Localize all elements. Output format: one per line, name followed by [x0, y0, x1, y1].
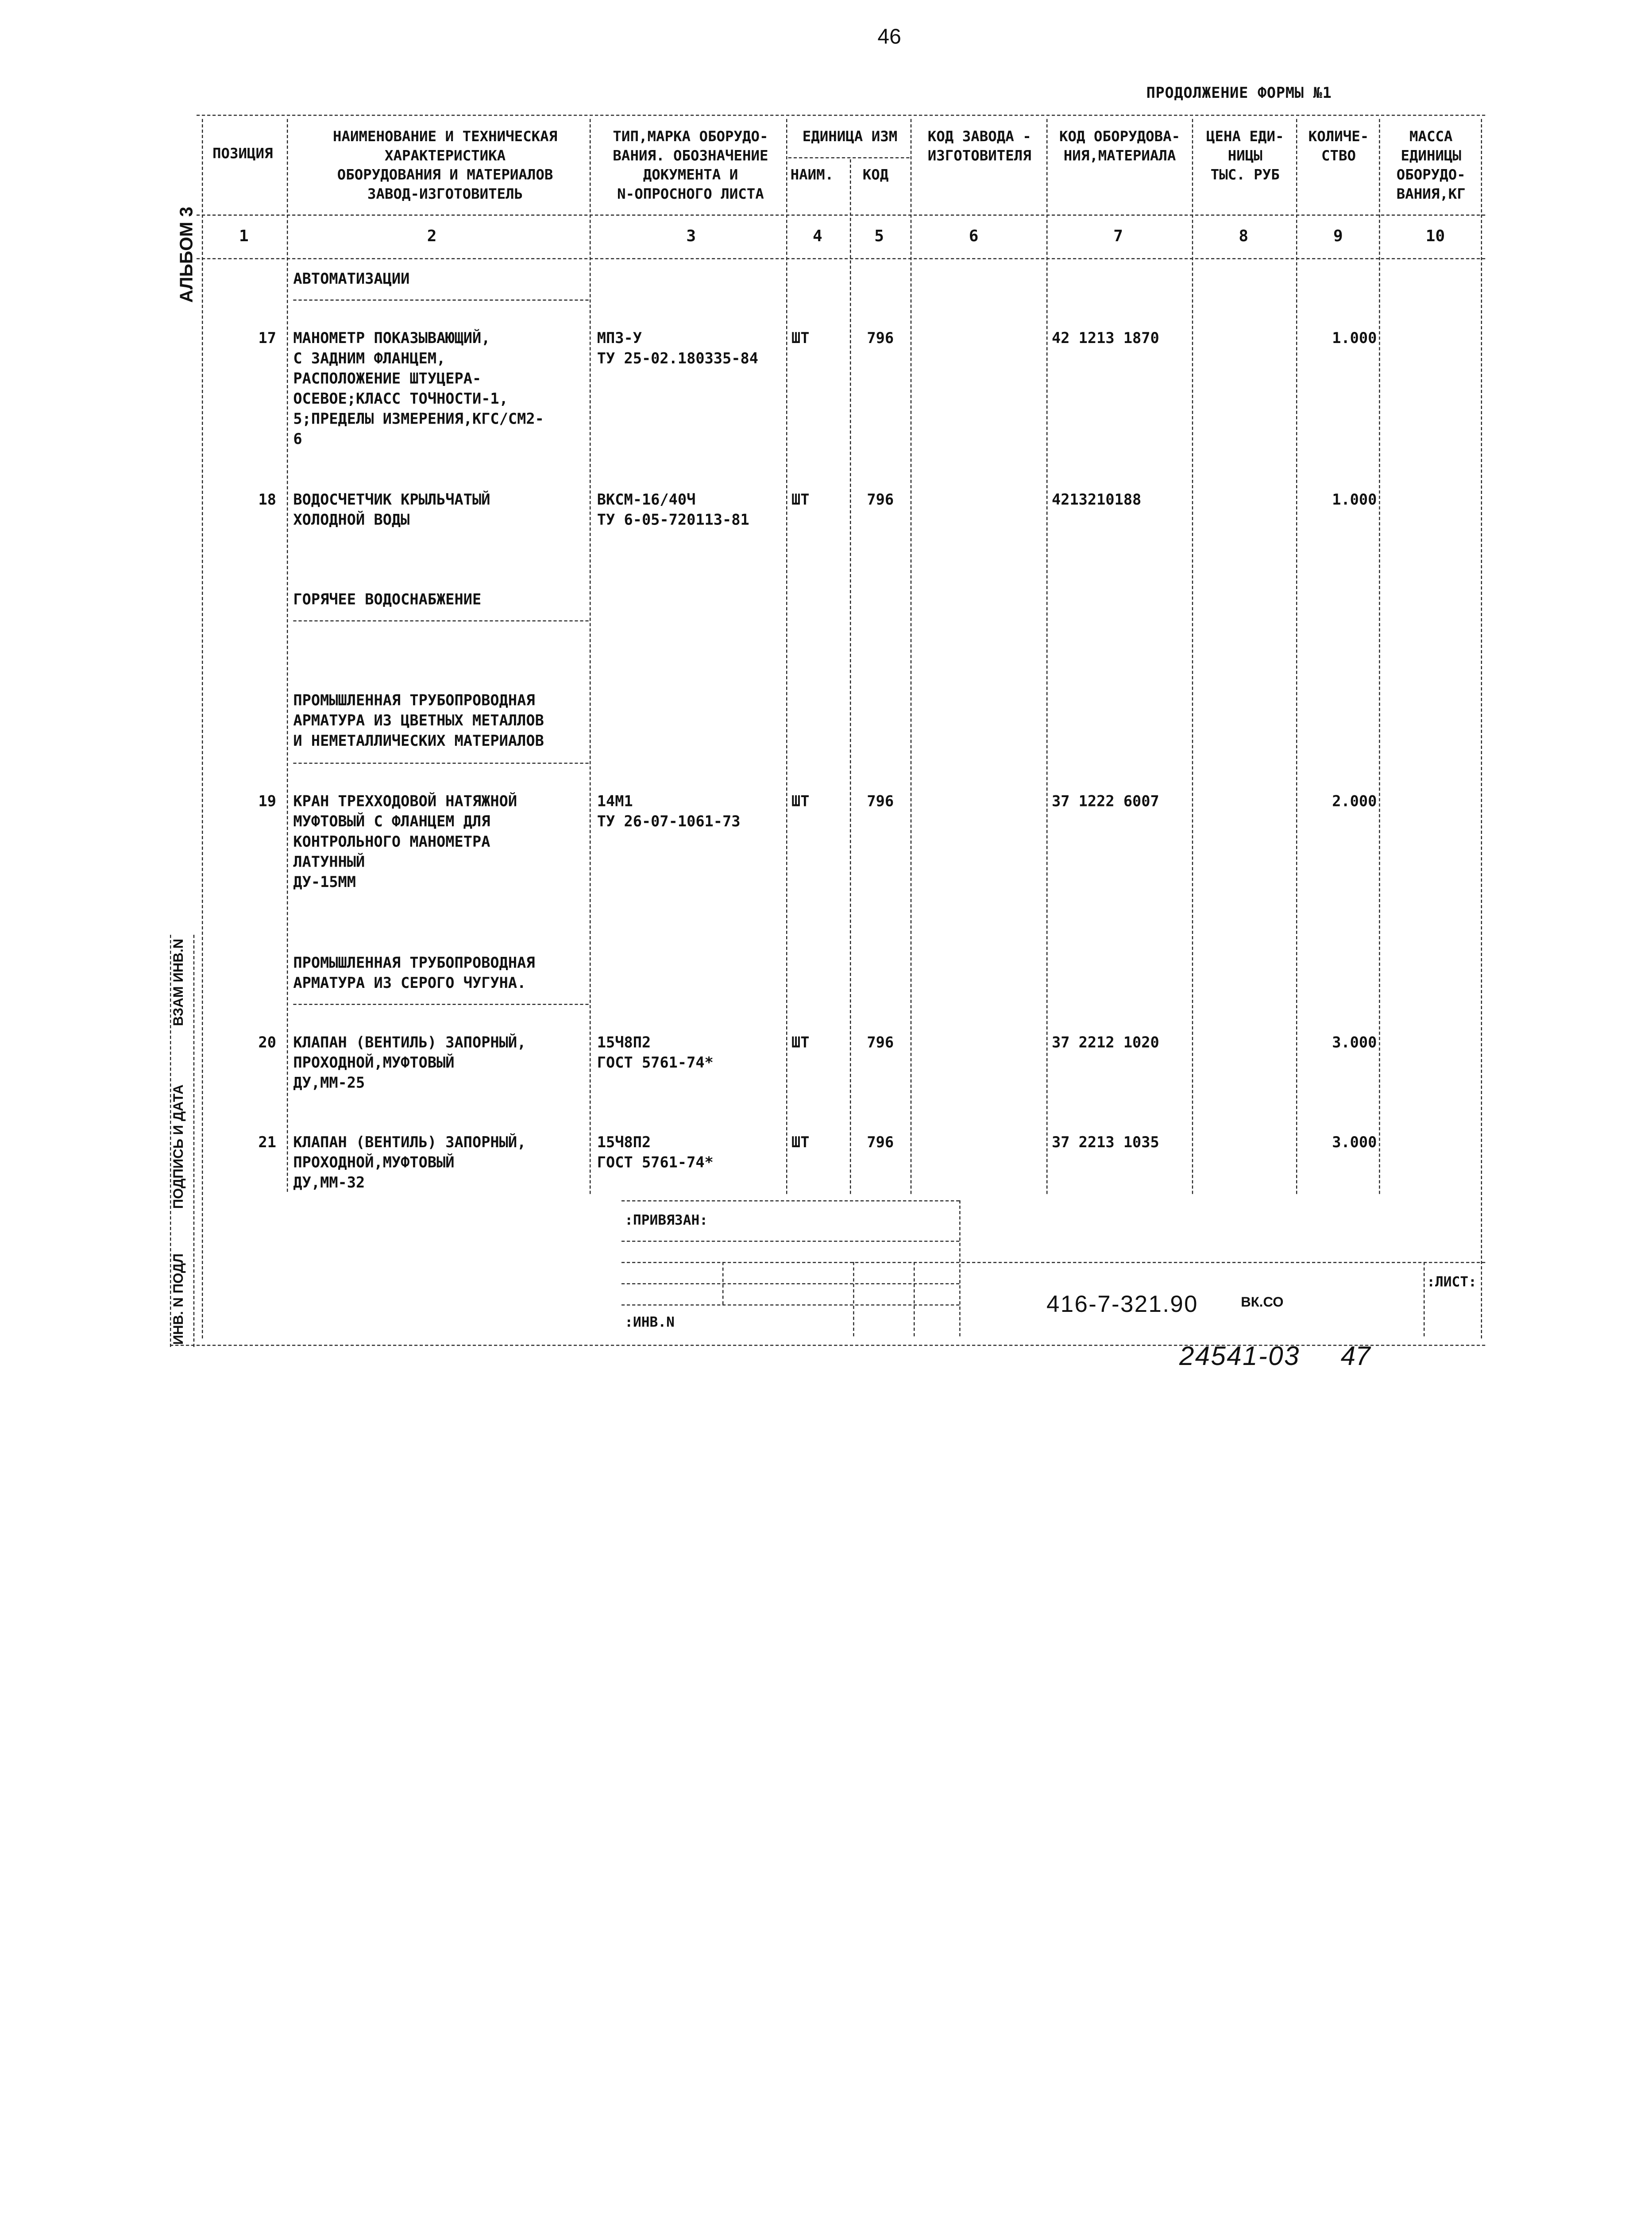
- col-sep: [1046, 119, 1047, 1194]
- header-name-1: НАИМЕНОВАНИЕ И ТЕХНИЧЕСКАЯ: [332, 128, 558, 146]
- header-unit-code: КОД: [862, 166, 889, 184]
- row-20-pos: 20: [258, 1034, 276, 1052]
- row-18-unit: ШТ: [791, 492, 810, 509]
- row-19-name-3: КОНТРОЛЬНОГО МАНОМЕТРА: [293, 834, 490, 851]
- row-19-qty: 2.000: [1332, 793, 1377, 811]
- row-17-pos: 17: [258, 330, 276, 347]
- header-mass-3: ОБОРУДО-: [1396, 166, 1466, 184]
- row-20-equip-code: 37 2212 1020: [1052, 1034, 1159, 1052]
- header-plant-1: КОД ЗАВОДА -: [927, 128, 1031, 146]
- col-sep: [590, 119, 591, 1194]
- continuation-title: ПРОДОЛЖЕНИЕ ФОРМЫ №1: [1146, 85, 1332, 102]
- colnum-3: 3: [686, 226, 696, 246]
- col-sep: [1379, 119, 1380, 1194]
- row-19-unit: ШТ: [791, 793, 810, 811]
- header-price-1: ЦЕНА ЕДИ-: [1206, 128, 1284, 146]
- col-sep: [1296, 119, 1297, 1194]
- row-18-doc: ТУ 6-05-720113-81: [597, 512, 749, 529]
- row-20-name-1: КЛАПАН (ВЕНТИЛЬ) ЗАПОРНЫЙ,: [293, 1034, 526, 1052]
- bottom-sheet-number: 47: [1340, 1342, 1370, 1372]
- margin-vzam: ВЗАМ ИНВ.N: [170, 938, 186, 1026]
- row-20-unit: ШТ: [791, 1034, 810, 1052]
- row-21-qty: 3.000: [1332, 1134, 1377, 1152]
- stamp-rule: [621, 1262, 1485, 1263]
- row-17-unit: ШТ: [791, 330, 810, 347]
- sheet-label: :ЛИСТ:: [1427, 1275, 1477, 1291]
- row-17-doc: ТУ 25-02.180335-84: [597, 351, 758, 368]
- section-title-line: ПРОМЫШЛЕННАЯ ТРУБОПРОВОДНАЯ: [293, 692, 535, 710]
- document-code: 416-7-321.90: [1046, 1291, 1198, 1317]
- stamp-sep: [722, 1262, 723, 1304]
- col-sep: [786, 119, 787, 1194]
- col-sep: [850, 159, 851, 1194]
- margin-inv-podl: ИНВ. N ПОДЛ: [170, 1253, 186, 1345]
- header-unit: ЕДИНИЦА ИЗМ: [802, 128, 898, 146]
- row-21-name-1: КЛАПАН (ВЕНТИЛЬ) ЗАПОРНЫЙ,: [293, 1134, 526, 1152]
- row-17-name-3: РАСПОЛОЖЕНИЕ ШТУЦЕРА-: [293, 370, 482, 388]
- col-sep: [287, 119, 288, 1192]
- row-17-name-5: 5;ПРЕДЕЛЫ ИЗМЕРЕНИЯ,КГС/СМ2-: [293, 411, 544, 428]
- header-unit-name: НАИМ.: [790, 166, 834, 184]
- row-21-doc: ГОСТ 5761-74*: [597, 1154, 714, 1172]
- header-qty-2: СТВО: [1321, 147, 1356, 165]
- stamp-rule: [621, 1304, 959, 1305]
- colnum-1: 1: [239, 226, 249, 246]
- row-21-unit: ШТ: [791, 1134, 810, 1152]
- header-price-2: НИЦЫ: [1227, 147, 1262, 165]
- section-title-line: АРМАТУРА ИЗ ЦВЕТНЫХ МЕТАЛЛОВ: [293, 713, 544, 730]
- row-18-equip-code: 4213210188: [1052, 492, 1142, 509]
- row-19-name-1: КРАН ТРЕХХОДОВОЙ НАТЯЖНОЙ: [293, 793, 517, 811]
- colnum-10: 10: [1425, 226, 1445, 246]
- colnum-4: 4: [813, 226, 822, 246]
- row-21-pos: 21: [258, 1134, 276, 1152]
- colnum-rule: [197, 258, 1485, 259]
- header-name-3: ОБОРУДОВАНИЯ И МАТЕРИАЛОВ: [337, 166, 553, 184]
- col-sep: [1192, 119, 1193, 1194]
- row-19-equip-code: 37 1222 6007: [1052, 793, 1159, 811]
- header-type-4: N-ОПРОСНОГО ЛИСТА: [617, 186, 764, 203]
- row-17-equip-code: 42 1213 1870: [1052, 330, 1159, 347]
- row-19-doc: ТУ 26-07-1061-73: [597, 813, 741, 831]
- row-18-qty: 1.000: [1332, 492, 1377, 509]
- row-17-qty: 1.000: [1332, 330, 1377, 347]
- header-equip-2: НИЯ,МАТЕРИАЛА: [1063, 147, 1176, 165]
- row-17-type: МП3-У: [597, 330, 642, 347]
- colnum-2: 2: [427, 226, 437, 246]
- margin-signature: ПОДПИСЬ И ДАТА: [170, 1084, 186, 1209]
- row-19-type: 14М1: [597, 793, 633, 811]
- section-title-line: И НЕМЕТАЛЛИЧЕСКИХ МАТЕРИАЛОВ: [293, 733, 544, 750]
- row-17-name-2: С ЗАДНИМ ФЛАНЦЕМ,: [293, 351, 446, 368]
- header-rule: [197, 215, 1485, 216]
- bottom-code: 24541-03: [1179, 1342, 1300, 1372]
- section-title: АВТОМАТИЗАЦИИ: [293, 271, 410, 288]
- col-sep: [1481, 119, 1482, 1338]
- stamp-sep: [914, 1262, 915, 1336]
- header-type-1: ТИП,МАРКА ОБОРУДО-: [613, 128, 768, 146]
- stamp-sep: [959, 1200, 960, 1336]
- row-18-type: ВКСМ-16/40Ч: [597, 492, 696, 509]
- stamp-sep: [853, 1262, 854, 1336]
- row-21-name-3: ДУ,ММ-32: [293, 1175, 365, 1192]
- header-qty-1: КОЛИЧЕ-: [1308, 128, 1369, 146]
- header-name-2: ХАРАКТЕРИСТИКА: [385, 147, 506, 165]
- section-title-line: ПРОМЫШЛЕННАЯ ТРУБОПРОВОДНАЯ: [293, 955, 535, 972]
- row-20-type: 15Ч8П2: [597, 1034, 651, 1052]
- header-equip-1: КОД ОБОРУДОВА-: [1059, 128, 1181, 146]
- row-21-unit-code: 796: [867, 1134, 894, 1152]
- header-unit-rule: [788, 157, 910, 158]
- colnum-5: 5: [874, 226, 884, 246]
- section-rule: [293, 1004, 588, 1005]
- colnum-8: 8: [1239, 226, 1249, 246]
- row-17-unit-code: 796: [867, 330, 894, 347]
- row-20-name-3: ДУ,ММ-25: [293, 1075, 365, 1092]
- row-19-unit-code: 796: [867, 793, 894, 811]
- document-suffix: ВК.СО: [1241, 1294, 1284, 1310]
- row-21-type: 15Ч8П2: [597, 1134, 651, 1152]
- header-name-4: ЗАВОД-ИЗГОТОВИТЕЛЬ: [367, 186, 523, 203]
- header-type-2: ВАНИЯ. ОБОЗНАЧЕНИЕ: [613, 147, 768, 165]
- header-type-3: ДОКУМЕНТА И: [643, 166, 738, 184]
- margin-rule: [193, 935, 194, 1347]
- row-18-name-1: ВОДОСЧЕТЧИК КРЫЛЬЧАТЫЙ: [293, 492, 490, 509]
- row-17-name-1: МАНОМЕТР ПОКАЗЫВАЮЩИЙ,: [293, 330, 490, 347]
- album-label: АЛЬБОМ 3: [176, 206, 197, 303]
- row-19-name-2: МУФТОВЫЙ С ФЛАНЦЕМ ДЛЯ: [293, 813, 490, 831]
- row-20-unit-code: 796: [867, 1034, 894, 1052]
- stamp-rule: [621, 1200, 959, 1201]
- row-19-pos: 19: [258, 793, 276, 811]
- page-number: 46: [877, 25, 901, 49]
- row-19-name-5: ДУ-15ММ: [293, 874, 356, 891]
- row-20-name-2: ПРОХОДНОЙ,МУФТОВЫЙ: [293, 1055, 455, 1072]
- colnum-6: 6: [969, 226, 979, 246]
- header-mass-4: ВАНИЯ,КГ: [1396, 186, 1466, 203]
- row-20-qty: 3.000: [1332, 1034, 1377, 1052]
- table-top-rule: [197, 115, 1485, 116]
- header-plant-2: ИЗГОТОВИТЕЛЯ: [927, 147, 1031, 165]
- section-rule: [293, 300, 588, 301]
- row-21-equip-code: 37 2213 1035: [1052, 1134, 1159, 1152]
- section-title-line: АРМАТУРА ИЗ СЕРОГО ЧУГУНА.: [293, 975, 526, 992]
- section-title: ГОРЯЧЕЕ ВОДОСНАБЖЕНИЕ: [293, 591, 482, 609]
- header-pos: ПОЗИЦИЯ: [212, 145, 273, 163]
- col-sep: [202, 119, 203, 1338]
- row-18-name-2: ХОЛОДНОЙ ВОДЫ: [293, 512, 410, 529]
- colnum-7: 7: [1113, 226, 1123, 246]
- stamp-privyazan: :ПРИВЯЗАН:: [625, 1213, 708, 1229]
- row-21-name-2: ПРОХОДНОЙ,МУФТОВЫЙ: [293, 1154, 455, 1172]
- stamp-rule: [621, 1283, 959, 1284]
- header-mass-2: ЕДИНИЦЫ: [1401, 147, 1462, 165]
- row-17-name-4: ОСЕВОЕ;КЛАСС ТОЧНОСТИ-1,: [293, 391, 508, 408]
- stamp-inv-number: :ИНВ.N: [625, 1315, 675, 1331]
- row-20-doc: ГОСТ 5761-74*: [597, 1055, 714, 1072]
- row-19-name-4: ЛАТУННЫЙ: [293, 854, 365, 871]
- row-18-unit-code: 796: [867, 492, 894, 509]
- header-price-3: ТЫС. РУБ: [1210, 166, 1280, 184]
- row-18-pos: 18: [258, 492, 276, 509]
- header-mass-1: МАССА: [1409, 128, 1453, 146]
- colnum-9: 9: [1333, 226, 1343, 246]
- row-17-name-6: 6: [293, 431, 302, 448]
